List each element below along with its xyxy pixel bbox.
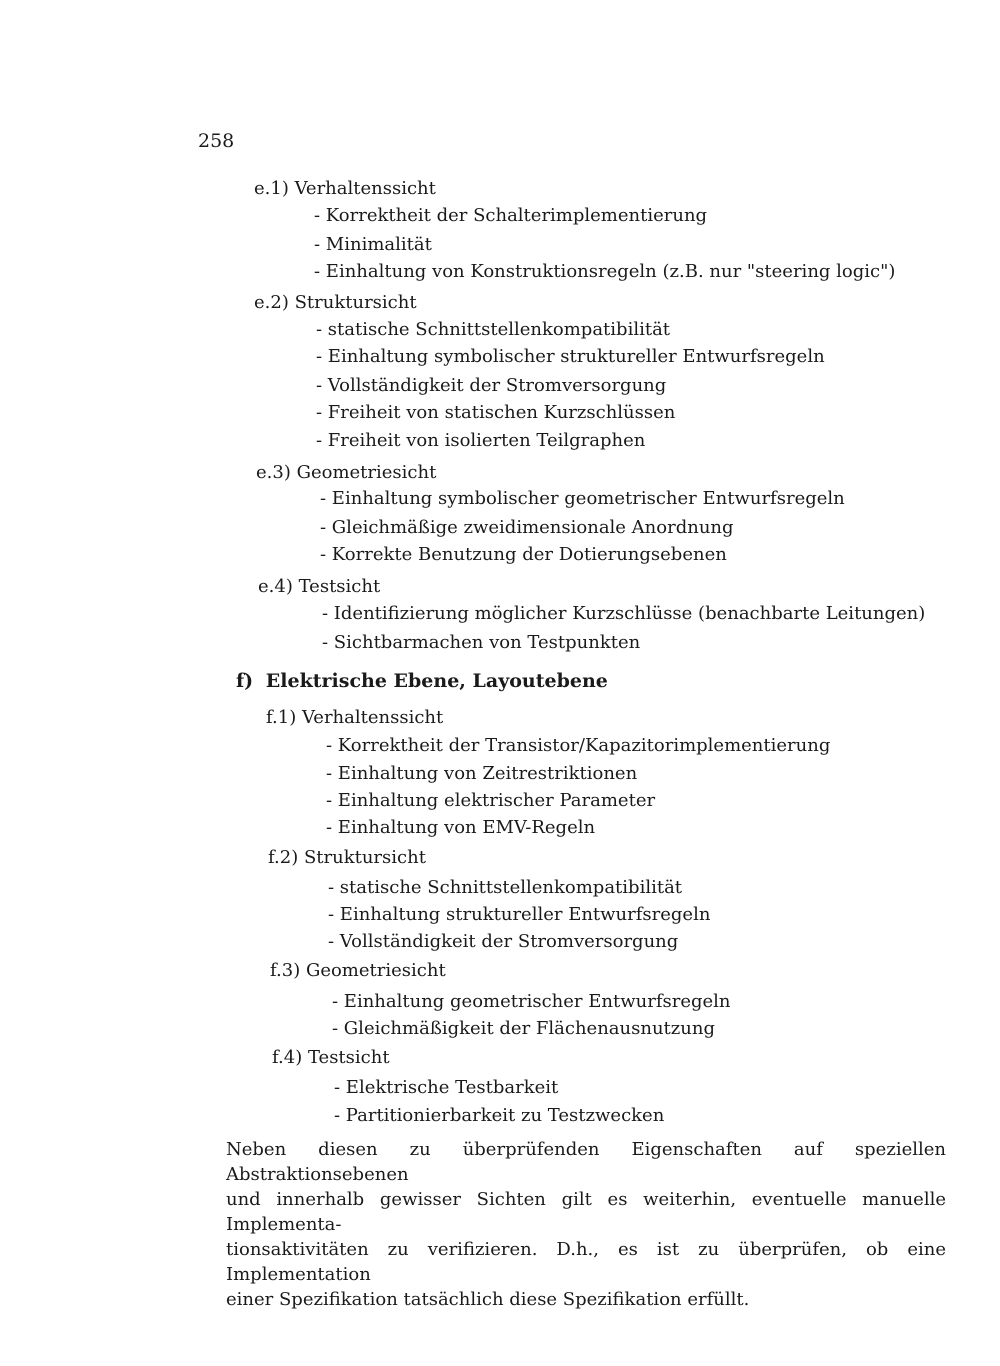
list-item: - Vollständigkeit der Stromversorgung [328,931,679,952]
subsection-title-f3: f.3) Geometriesicht [270,960,446,981]
subsection-title-f1: f.1) Verhaltenssicht [266,707,444,728]
list-item: - Elektrische Testbarkeit [334,1077,559,1098]
list-item: - Einhaltung von Konstruktionsregeln (z.B. nur "steering logic") [314,261,896,282]
subsection-title-f4: f.4) Testsicht [272,1047,390,1068]
list-item: - Sichtbarmachen von Testpunkten [322,632,641,653]
list-item: - Korrektheit der Transistor/Kapazitorimplementierung [326,735,831,756]
page-number: 258 [198,130,235,152]
subsection-title-e1: e.1) Verhaltenssicht [254,178,436,199]
list-item: - Vollständigkeit der Stromversorgung [316,375,667,396]
list-item: - Einhaltung geometrischer Entwurfsregeln [332,991,731,1012]
list-item: - Minimalität [314,234,432,255]
list-item: - Freiheit von isolierten Teilgraphen [316,430,646,451]
list-item: - Gleichmäßigkeit der Flächenausnutzung [332,1018,715,1039]
paragraph-line: Neben diesen zu überprüfenden Eigenschaften auf speziellen Abstraktionsebenen [226,1139,946,1185]
paragraph-line: tionsaktivitäten zu verifizieren. D.h., es ist zu überprüfen, ob eine Implementation [226,1239,946,1285]
list-item: - Einhaltung symbolischer geometrischer Entwurfsregeln [320,488,845,509]
list-item: - statische Schnittstellenkompatibilität [328,877,683,898]
subsection-title-f2: f.2) Struktursicht [268,847,426,868]
list-item: - Einhaltung struktureller Entwurfsregeln [328,904,711,925]
list-item: - Gleichmäßige zweidimensionale Anordnung [320,517,734,538]
paragraph-line: einer Spezifikation tatsächlich diese Spezifikation erfüllt. [226,1289,750,1310]
list-item: - Partitionierbarkeit zu Testzwecken [334,1105,665,1126]
list-item: - Identifizierung möglicher Kurzschlüsse (benachbarte Leitungen) [322,603,926,624]
closing-paragraph [226,1137,946,1312]
subsection-title-e2: e.2) Struktursicht [254,292,417,313]
paragraph-line: und innerhalb gewisser Sichten gilt es weiterhin, eventuelle manuelle Implementa- [226,1189,946,1235]
list-item: - Einhaltung von EMV-Regeln [326,817,596,838]
list-item: - statische Schnittstellenkompatibilität [316,319,671,340]
subsection-title-e3: e.3) Geometriesicht [256,462,437,483]
list-item: - Einhaltung von Zeitrestriktionen [326,763,638,784]
list-item: - Korrekte Benutzung der Dotierungsebenen [320,544,727,565]
list-item: - Einhaltung elektrischer Parameter [326,790,656,811]
list-item: - Einhaltung symbolischer struktureller Entwurfsregeln [316,346,825,367]
section-label: f) [236,670,254,692]
section-title: Elektrische Ebene, Layoutebene [265,670,608,692]
list-item: - Korrektheit der Schalterimplementierung [314,205,708,226]
subsection-title-e4: e.4) Testsicht [258,576,381,597]
section-heading-f [236,670,608,692]
list-item: - Freiheit von statischen Kurzschlüssen [316,402,676,423]
